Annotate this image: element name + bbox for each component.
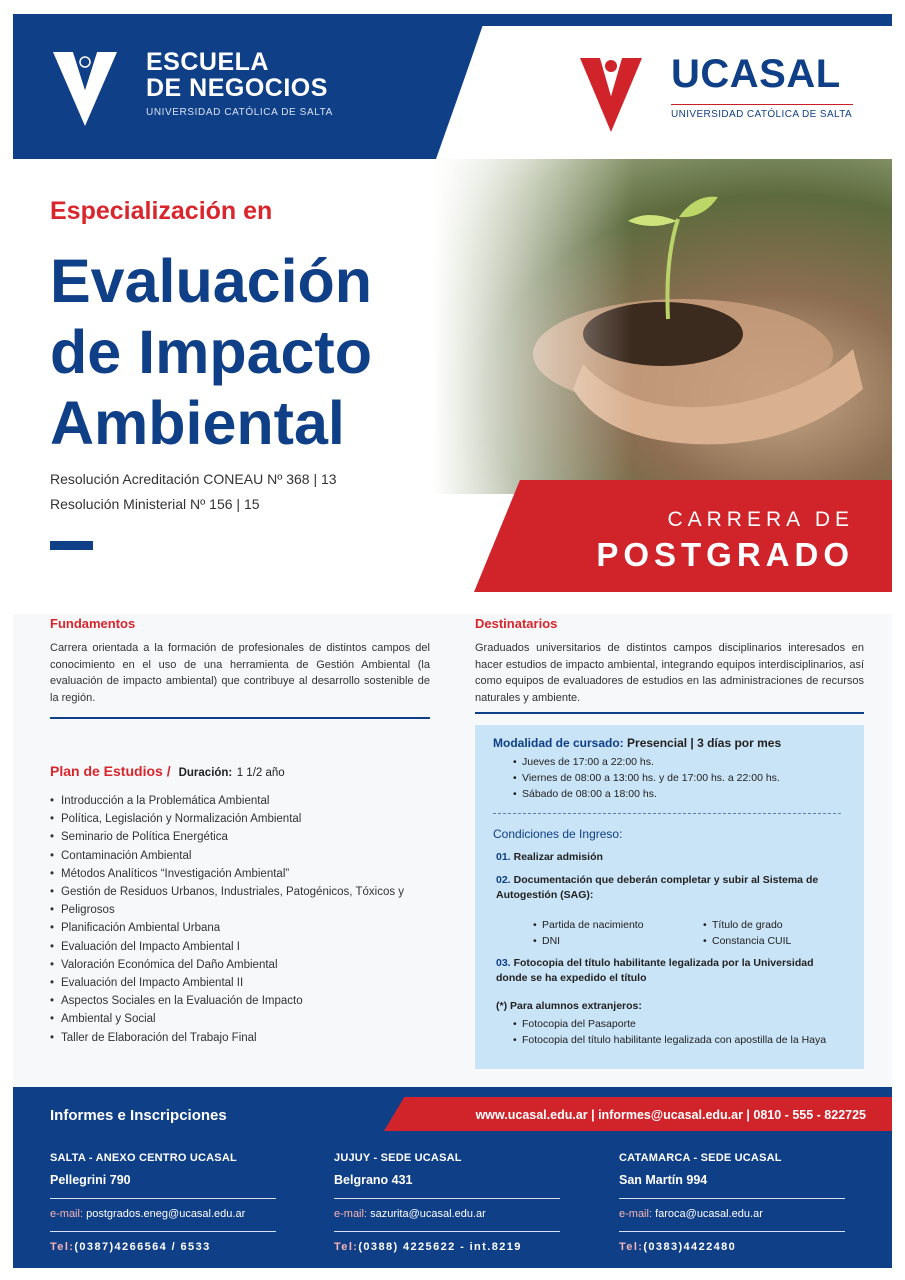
office-rule bbox=[50, 1231, 276, 1232]
school-subtitle: UNIVERSIDAD CATÓLICA DE SALTA bbox=[146, 107, 333, 118]
plan-heading bbox=[50, 763, 285, 781]
document-item: • Título de grado bbox=[703, 917, 791, 933]
banner-big-text: POSTGRADO bbox=[596, 536, 854, 573]
modalidad-list bbox=[513, 754, 780, 802]
plan-item: • Gestión de Residuos Urbanos, Industriales, Patogénicos, Tóxicos y bbox=[50, 883, 440, 901]
office-name: JUJUY - SEDE UCASAL bbox=[334, 1152, 462, 1164]
modalidad-heading: Modalidad de cursado: Presencial | 3 días por mes bbox=[493, 736, 782, 750]
resolution-ministerial: Resolución Ministerial Nº 156 | 15 bbox=[50, 496, 260, 512]
school-title: ESCUELA DE NEGOCIOS bbox=[146, 48, 328, 102]
foreign-heading: (*) Para alumnos extranjeros: bbox=[496, 1000, 642, 1012]
office-rule bbox=[619, 1198, 845, 1199]
accent-dash bbox=[50, 541, 93, 550]
plan-item: • Seminario de Política Energética bbox=[50, 828, 440, 846]
document-item: • Partida de nacimiento bbox=[533, 917, 644, 933]
office-rule bbox=[334, 1231, 560, 1232]
hero-title: Evaluación de Impacto Ambiental bbox=[50, 247, 373, 457]
condicion-3: 03. Fotocopia del título habilitante legalizada por la Universidad donde se ha expedido el título bbox=[496, 957, 814, 984]
university-title-rule bbox=[671, 104, 853, 105]
plan-item: • Peligrosos bbox=[50, 901, 440, 919]
top-stripe bbox=[13, 14, 892, 26]
office-rule bbox=[50, 1198, 276, 1199]
plan-item: • Ambiental y Social bbox=[50, 1010, 440, 1028]
office-salta bbox=[50, 1152, 276, 1253]
docs-left-list bbox=[533, 917, 644, 949]
plan-item: • Contaminación Ambiental bbox=[50, 847, 440, 865]
office-rule bbox=[334, 1198, 560, 1199]
foreign-list bbox=[513, 1016, 843, 1048]
destinatarios-rule bbox=[475, 712, 864, 714]
escuela-negocios-logo-icon bbox=[51, 50, 119, 128]
office-address: San Martín 994 bbox=[619, 1173, 708, 1187]
foreign-item: • Fotocopia del título habilitante legalizada con apostilla de la Haya bbox=[513, 1032, 843, 1048]
document-item: • Constancia CUIL bbox=[703, 933, 791, 949]
hero-pre-title: Especialización en bbox=[50, 197, 273, 225]
office-email[interactable]: e-mail: postgrados.eneg@ucasal.edu.ar bbox=[50, 1208, 246, 1220]
plan-item: • Aspectos Sociales en la Evaluación de Impacto bbox=[50, 992, 440, 1010]
plan-item: • Introducción a la Problemática Ambiental bbox=[50, 792, 440, 810]
ucasal-logo-icon bbox=[578, 56, 644, 134]
destinatarios-text: Graduados universitarios de distintos campos disciplinarios interesados en hacer estudios de impacto ambiental, integrando equipos interdisciplinarios, así como equipos de evaluadores de estudios en las administraciones de recursos naturales y ambiente. bbox=[475, 642, 864, 704]
condicion-2: 02. Documentación que deberán completar y subir al Sistema de Autogestión (SAG): bbox=[496, 874, 819, 901]
university-subtitle: UNIVERSIDAD CATÓLICA DE SALTA bbox=[671, 109, 853, 120]
hero-image-fade bbox=[433, 159, 633, 494]
office-email[interactable]: e-mail: faroca@ucasal.edu.ar bbox=[619, 1208, 763, 1220]
fundamentos-text: Carrera orientada a la formación de profesionales de distintos campos del conocimiento en el uso de una herramienta de Gestión Ambiental (la evaluación de impacto ambiental) que contribuye al desarrollo sostenible de la región. bbox=[50, 642, 430, 704]
document-item: • DNI bbox=[533, 933, 644, 949]
duration-value: 1 1/2 año bbox=[236, 767, 285, 779]
condicion-1: 01. Realizar admisión bbox=[496, 851, 603, 863]
condiciones-heading: Condiciones de Ingreso: bbox=[493, 827, 623, 841]
banner-small-text: CARRERA DE bbox=[667, 508, 854, 531]
fundamentos-heading: Fundamentos bbox=[50, 616, 136, 631]
plan-title: Plan de Estudios / bbox=[50, 763, 171, 779]
footer-contact-line[interactable]: www.ucasal.edu.ar | informes@ucasal.edu.ar | 0810 - 555 - 822725 bbox=[475, 1108, 866, 1122]
flyer-page bbox=[13, 14, 892, 1268]
fundamentos-rule bbox=[50, 717, 430, 719]
plan-item: • Planificación Ambiental Urbana bbox=[50, 919, 440, 937]
office-tel[interactable]: Tel:(0383)4422480 bbox=[619, 1241, 737, 1253]
office-jujuy bbox=[334, 1152, 560, 1253]
schedule-item: • Viernes de 08:00 a 13:00 hs. y de 17:00 hs. a 22:00 hs. bbox=[513, 770, 780, 786]
plan-item: • Evaluación del Impacto Ambiental I bbox=[50, 938, 440, 956]
plan-item: • Taller de Elaboración del Trabajo Final bbox=[50, 1029, 440, 1047]
plan-item: • Evaluación del Impacto Ambiental II bbox=[50, 974, 440, 992]
office-name: CATAMARCA - SEDE UCASAL bbox=[619, 1152, 782, 1164]
office-catamarca bbox=[619, 1152, 845, 1253]
office-address: Pellegrini 790 bbox=[50, 1173, 131, 1187]
office-tel[interactable]: Tel:(0388) 4225622 - int.8219 bbox=[334, 1241, 522, 1253]
office-name: SALTA - ANEXO CENTRO UCASAL bbox=[50, 1152, 237, 1164]
schedule-item: • Sábado de 08:00 a 18:00 hs. bbox=[513, 786, 780, 802]
plan-item: • Política, Legislación y Normalización Ambiental bbox=[50, 810, 440, 828]
plan-item: • Valoración Económica del Daño Ambiental bbox=[50, 956, 440, 974]
office-email[interactable]: e-mail: sazurita@ucasal.edu.ar bbox=[334, 1208, 486, 1220]
office-tel[interactable]: Tel:(0387)4266564 / 6533 bbox=[50, 1241, 211, 1253]
destinatarios-heading: Destinatarios bbox=[475, 616, 558, 631]
duration-label: Duración: bbox=[178, 767, 233, 779]
docs-right-list bbox=[703, 917, 791, 949]
footer-heading: Informes e Inscripciones bbox=[50, 1107, 227, 1124]
resolution-coneau: Resolución Acreditación CONEAU Nº 368 | 13 bbox=[50, 471, 337, 487]
office-address: Belgrano 431 bbox=[334, 1173, 413, 1187]
info-box-divider bbox=[493, 813, 841, 814]
university-title: UCASAL bbox=[671, 52, 841, 96]
office-rule bbox=[619, 1231, 845, 1232]
plan-list bbox=[50, 792, 440, 1047]
foreign-item: • Fotocopia del Pasaporte bbox=[513, 1016, 843, 1032]
plan-item: • Métodos Analíticos “Investigación Ambiental” bbox=[50, 865, 440, 883]
schedule-item: • Jueves de 17:00 a 22:00 hs. bbox=[513, 754, 780, 770]
